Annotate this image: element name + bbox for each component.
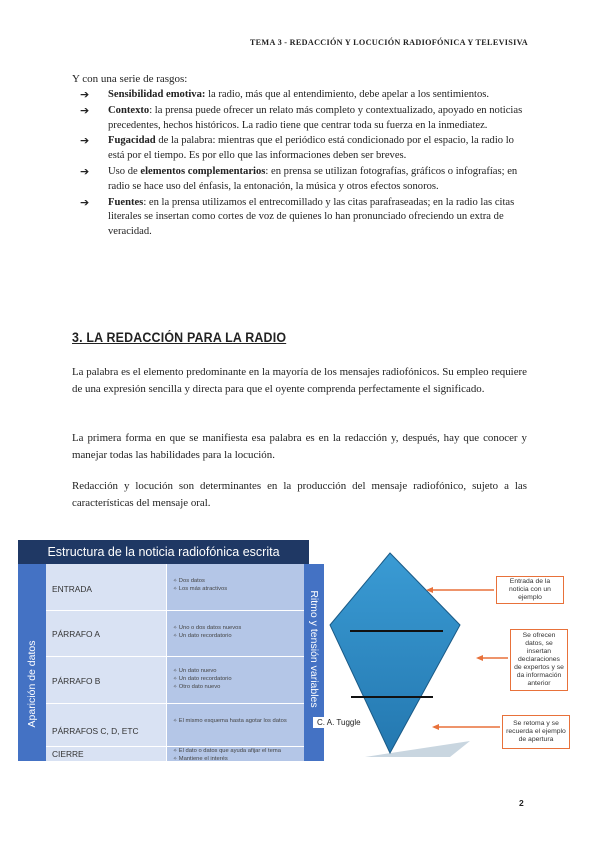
row-item: ✧ Uno o dos datos nuevos [173,624,241,632]
row-items [173,577,227,593]
row-item: ✧ El mismo esquema hasta agotar los datos [173,717,295,725]
list-item [80,165,530,195]
left-band-label: Aparición de datos [26,640,38,728]
table-title: Estructura de la noticia radiofónica escrita [18,540,309,564]
intro-text: Y con una serie de rasgos: [72,73,188,85]
term: Contexto [108,104,150,116]
table-row [46,704,304,747]
row-items [173,747,297,761]
arrow-icon: ➔ [80,103,90,117]
diamond-shadow [365,741,470,757]
list-item [80,134,530,164]
arrowhead-icon [432,724,439,730]
rasgos-list [80,88,530,241]
news-structure-table [18,540,320,761]
row-item: ✧ Mantiene el interés [173,755,297,761]
definition: : en la prensa utilizamos el entrecomillado y las citas parafraseadas; en la radio las citas literales se insertan como cortes de voz de quienes lo han pronunciado ofreciendo un extra de veracidad. [108,196,515,238]
prefix: Uso de [108,165,141,177]
term: Fuentes [108,196,144,208]
term: Fugacidad [108,135,156,147]
list-item [80,88,530,103]
row-item: ✧ Los más atractivos [173,585,227,593]
callout-cierre: Se retoma y se recuerda el ejemplo de apertura [502,715,570,749]
arrow-icon: ➔ [80,134,90,148]
credit-label: C. A. Tuggle [313,717,365,728]
page-header: TEMA 3 - REDACCIÓN Y LOCUCIÓN RADIOFÓNICA Y TELEVISIVA [249,38,528,47]
arrowhead-icon [476,655,483,661]
row-item: ✧ Un dato recordatorio [173,675,232,683]
table-row [46,657,304,704]
row-item: ✧ Dos datos [173,577,227,585]
table-row [46,747,304,761]
definition: : la prensa puede ofrecer un relato más completo y contextualizado, apoyado en noticias precedentes, hechos históricos. La radio tiene que centrar toda su fuerza en la inmediatez. [108,104,523,131]
row-item: ✧ Un dato nuevo [173,667,232,675]
arrow-icon: ➔ [80,164,90,178]
pyramid-diagram [310,545,575,770]
term: Sensibilidad emotiva: [108,89,206,100]
definition: : en prensa se utilizan fotografías, gráficos o infografías; en radio se hace uso del énfasis, la entonación, la música y otros efectos sonoros. [108,165,518,192]
callout-desarrollo: Se ofrecen datos, se insertan declaraciones de expertos y se da información anterior [510,629,568,691]
row-label: ENTRADA [52,584,93,594]
row-label: PÁRRAFO B [52,676,101,686]
list-item [80,104,530,134]
row-items [173,667,232,691]
left-band [18,564,46,761]
arrow-icon: ➔ [80,195,90,209]
paragraph: La palabra es el elemento predominante en la mayoría de los mensajes radiofónicos. Su empleo requiere de una expresión sencilla y directa para que el oyente comprenda perfectamente el significado. [72,366,527,395]
table-row [46,564,304,611]
list-item [80,196,530,240]
right-band-label: Ritmo y tensión variables [308,590,320,708]
paragraph: La primera forma en que se manifiesta esa palabra es en la redacción y, después, hay que conocer y manejar todas las habilidades para la locución. [72,432,527,461]
row-item: ✧ Un dato recordatorio [173,632,241,640]
paragraph: Redacción y locución son determinantes en la producción del mensaje radiofónico, sujeto a las características del mensaje oral. [72,480,527,509]
row-label: CIERRE [52,749,84,759]
row-label: PÁRRAFOS C, D, ETC [52,726,139,736]
row-items [173,717,295,725]
definition: la radio, más que al entendimiento, debe apelar a los sentimientos. [205,89,490,100]
section-title: 3. LA REDACCIÓN PARA LA RADIO [72,330,287,345]
page-number: 2 [519,798,524,808]
callout-entrada: Entrada de la noticia con un ejemplo [496,576,564,604]
table-row [46,611,304,657]
row-items [173,624,241,640]
term: elementos complementarios [140,165,266,177]
row-item: ✧ El dato o datos que ayuda afijar el tema [173,747,297,755]
arrow-icon: ➔ [80,88,90,101]
row-label: PÁRRAFO A [52,629,100,639]
definition: de la palabra: mientras que el periódico está condicionado por el espacio, la radio lo está por el tiempo. Es por ello que las informaciones deben ser breves. [108,135,514,162]
row-item: ✧ Otro dato nuevo [173,683,232,691]
